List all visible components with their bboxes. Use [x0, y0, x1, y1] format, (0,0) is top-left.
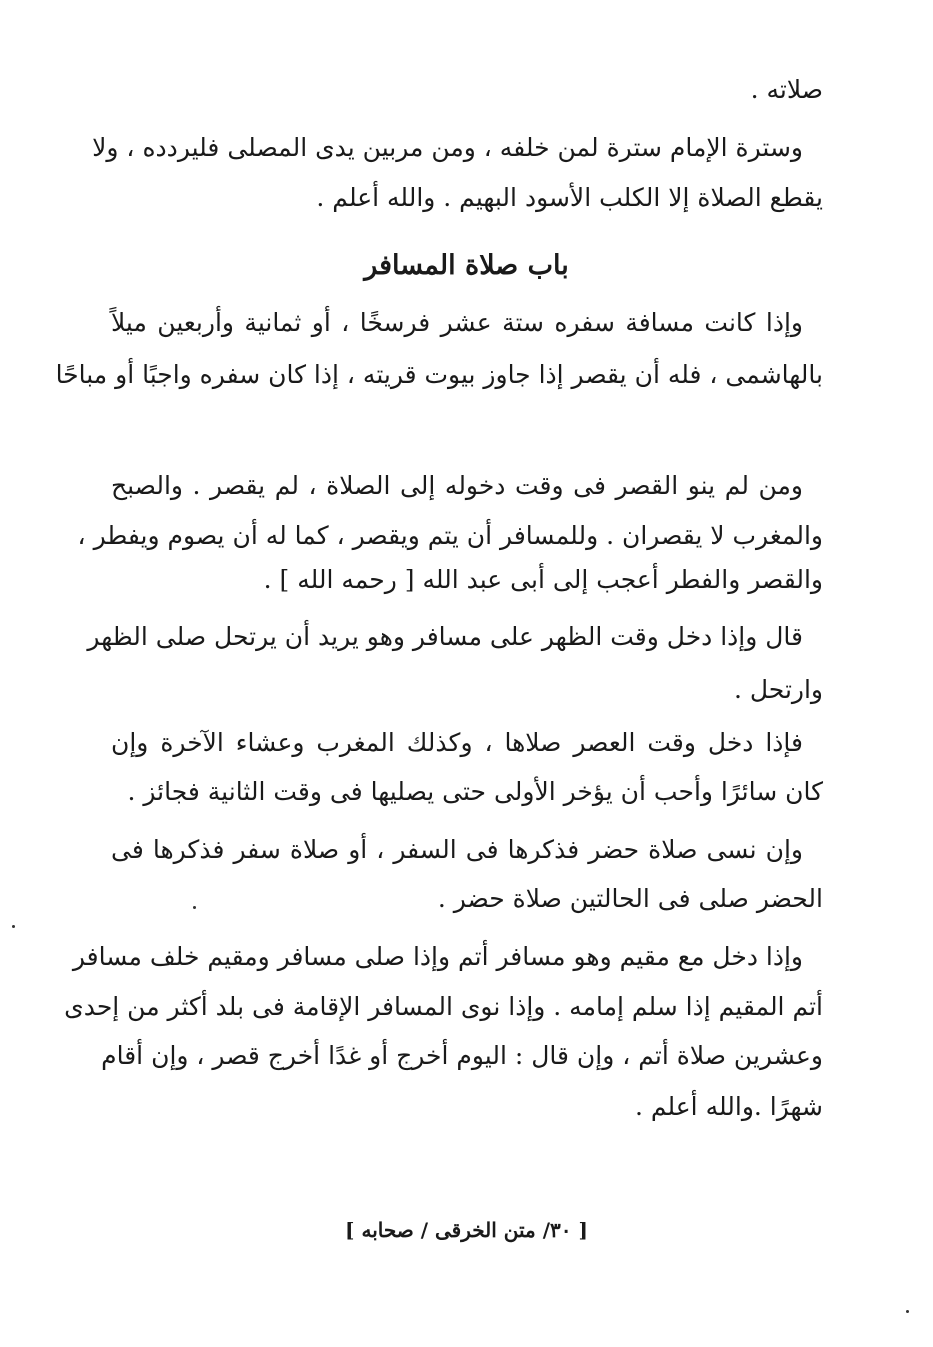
section-heading: باب صلاة المسافر: [364, 250, 569, 281]
page-footer: [ ٣٠/ متن الخرقى / صحابه ]: [345, 1218, 588, 1242]
text-line: صلاته .: [750, 75, 823, 104]
text-line: يقطع الصلاة إلا الكلب الأسود البهيم . والله أعلم .: [316, 183, 823, 212]
text-line: شهرًا .والله أعلم .: [634, 1092, 823, 1121]
text-line: وإذا كانت مسافة سفره ستة عشر فرسخًا ، أو ثمانية وأربعين ميلاً: [111, 308, 803, 337]
text-line: أتم المقيم إذا سلم إمامه . وإذا نوى المسافر الإقامة فى بلد أكثر من إحدى: [64, 992, 823, 1021]
text-line: والقصر والفطر أعجب إلى أبى عبد الله [ رحمه الله ] .: [263, 565, 823, 594]
scan-speck: [12, 925, 15, 928]
text-line: وإن نسى صلاة حضر فذكرها فى السفر ، أو صلاة سفر فذكرها فى: [111, 835, 803, 864]
text-line: وسترة الإمام سترة لمن خلفه ، ومن مربين يدى المصلى فليردده ، ولا: [92, 133, 803, 162]
scan-speck: [193, 906, 196, 909]
text-line: كان سائرًا وأحب أن يؤخر الأولى حتى يصليها فى وقت الثانية فجائز .: [127, 777, 823, 806]
text-line: والمغرب لا يقصران . وللمسافر أن يتم ويقصر ، كما له أن يصوم ويفطر ،: [77, 521, 823, 550]
text-line: وارتحل .: [733, 675, 823, 704]
text-line: قال وإذا دخل وقت الظهر على مسافر وهو يريد أن يرتحل صلى الظهر: [87, 622, 803, 651]
scan-speck: [906, 1310, 909, 1313]
text-line: وعشرين صلاة أتم ، وإن قال : اليوم أخرج أو غدًا أخرج قصر ، وإن أقام: [101, 1041, 823, 1070]
text-line: فإذا دخل وقت العصر صلاها ، وكذلك المغرب وعشاء الآخرة وإن: [111, 728, 803, 757]
text-line: ومن لم ينو القصر فى وقت دخوله إلى الصلاة ، لم يقصر . والصبح: [111, 471, 803, 500]
text-line: وإذا دخل مع مقيم وهو مسافر أتم وإذا صلى مسافر ومقيم خلف مسافر: [72, 942, 803, 971]
text-line: بالهاشمى ، فله أن يقصر إذا جاوز بيوت قريته ، إذا كان سفره واجبًا أو مباحًا: [55, 360, 823, 389]
text-line: الحضر صلى فى الحالتين صلاة حضر .: [437, 884, 823, 913]
